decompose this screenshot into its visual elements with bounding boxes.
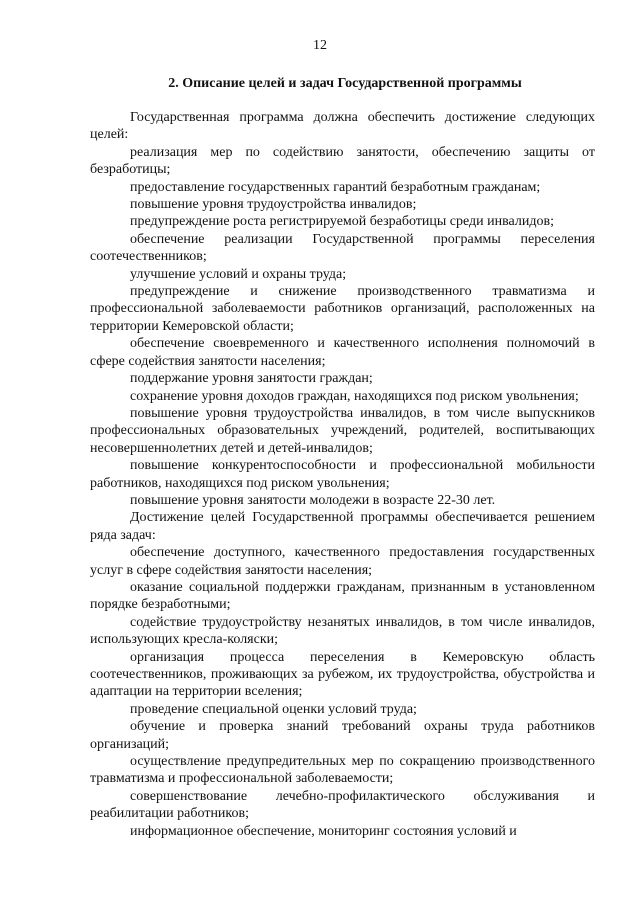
paragraph: организация процесса переселения в Кемеровскую область соотечественников, проживающих за рубежом, их трудоустройства, обустройства и адаптации на территории вселения; xyxy=(90,649,595,700)
paragraph: осуществление предупредительных мер по сокращению производственного травматизма и профессиональной заболеваемости; xyxy=(90,754,595,787)
paragraph: поддержание уровня занятости граждан; xyxy=(130,371,373,387)
paragraph: сохранение уровня доходов граждан, находящихся под риском увольнения; xyxy=(130,388,579,404)
paragraph: реализация мер по содействию занятости, обеспечению защиты от безработицы; xyxy=(90,144,595,178)
paragraph: Государственная программа должна обеспечить достижение следующих целей: xyxy=(90,110,595,143)
paragraph: предоставление государственных гарантий безработным гражданам; xyxy=(130,179,541,195)
paragraph: повышение уровня занятости молодежи в возрасте 22-30 лет. xyxy=(130,492,496,508)
paragraph: повышение конкурентоспособности и профессиональной мобильности работников, находящихся под риском увольнения; xyxy=(90,458,595,491)
page-number: 12 xyxy=(313,38,327,53)
paragraph: содействие трудоустройству незанятых инвалидов, в том числе инвалидов, использующих кресла-коляски; xyxy=(90,614,595,648)
paragraph: улучшение условий и охраны труда; xyxy=(130,266,347,282)
paragraph: обеспечение своевременного и качественного исполнения полномочий в сфере содействия занятости населения; xyxy=(90,336,595,369)
paragraph: предупреждение и снижение производственного травматизма и профессиональной заболеваемости работников организаций, расположенных на территории Кемеровской области; xyxy=(90,284,595,334)
paragraph: информационное обеспечение, мониторинг состояния условий и xyxy=(130,823,517,839)
paragraph: Достижение целей Государственной программы обеспечивается решением ряда задач: xyxy=(90,510,595,543)
paragraph: предупреждение роста регистрируемой безработицы среди инвалидов; xyxy=(130,214,554,230)
section-heading: 2. Описание целей и задач Государственной программы xyxy=(168,76,522,91)
paragraph: проведение специальной оценки условий труда; xyxy=(130,701,417,717)
paragraph: повышение уровня трудоустройства инвалидов; xyxy=(130,197,417,213)
paragraph: обеспечение реализации Государственной программы переселения соотечественников; xyxy=(90,231,595,265)
paragraph: совершенствование лечебно-профилактического обслуживания и реабилитации работников; xyxy=(90,788,595,822)
paragraph: повышение уровня трудоустройства инвалидов, в том числе выпускников профессиональных образовательных учреждений, родителей, воспитывающих несовершеннолетних детей и детей-инвалидов; xyxy=(90,405,595,456)
body-text xyxy=(90,109,595,840)
paragraph: оказание социальной поддержки гражданам, признанным в установленном порядке безработными; xyxy=(90,579,595,613)
paragraph: обучение и проверка знаний требований охраны труда работников организаций; xyxy=(90,719,595,752)
paragraph: обеспечение доступного, качественного предоставления государственных услуг в сфере содействия занятости населения; xyxy=(90,545,595,578)
